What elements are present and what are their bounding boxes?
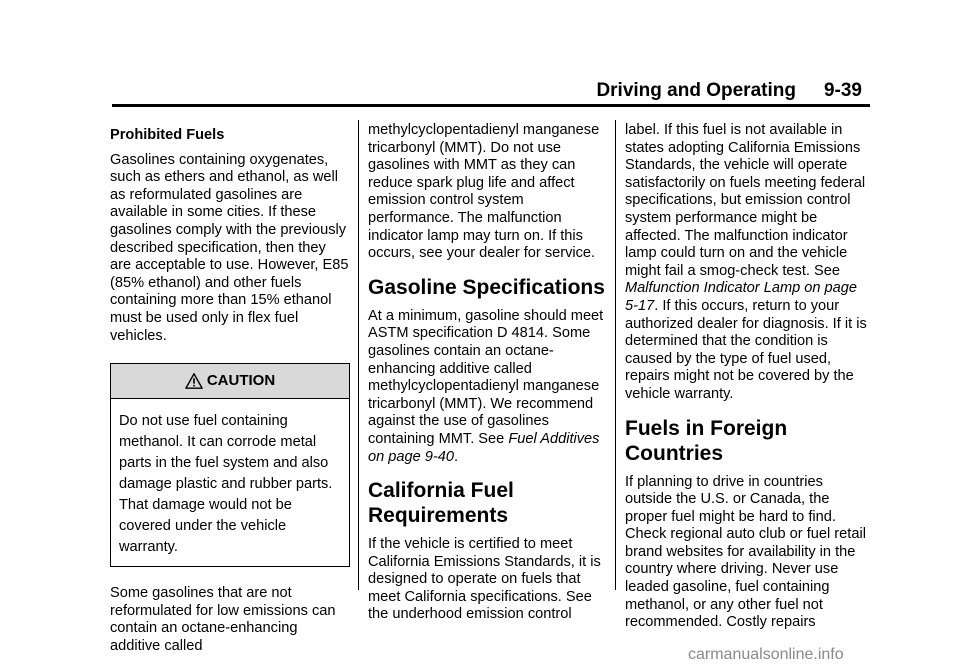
column-2 bbox=[368, 122, 610, 632]
heading-fuels-in-foreign-countries: Fuels in Foreign Countries bbox=[625, 416, 788, 465]
header-rule bbox=[112, 104, 870, 107]
column-1 bbox=[110, 122, 350, 664]
caution-box bbox=[110, 363, 350, 567]
paragraph-text: label. If this fuel is not available in states adopting California Emissions Standards, the vehicle will operate satisfactorily on fuels meeting federal specifications, but emission control system performance might be affected. The malfunction indicator lamp could turn on and the vehicle might fail a smog-check test. See bbox=[625, 122, 866, 279]
paragraph: If the vehicle is certified to meet California Emissions Standards, it is designed to operate on fuels that meet California specifications. See the underhood emission control bbox=[368, 536, 601, 623]
paragraph bbox=[625, 122, 873, 404]
prohibited-fuels-subhead: Prohibited Fuels bbox=[110, 127, 225, 143]
paragraph-text: . bbox=[454, 448, 459, 465]
column-divider-1 bbox=[358, 120, 359, 590]
cross-reference-link[interactable]: Fuel Additives on page 9-40 bbox=[368, 430, 600, 465]
heading-gasoline-specifications: Gasoline Specifications bbox=[368, 275, 605, 299]
paragraph: If planning to drive in countries outside the U.S. or Canada, the proper fuel might be hard to find. Check regional auto club or fuel retail brand websites for availability in the country where driving. Never use leaded gasoline, fuel containing methanol, or any other fuel not recommended. Costly repairs bbox=[625, 473, 866, 631]
paragraph-text: . If this occurs, return to your authorized dealer for diagnosis. If it is determined that the condition is caused by the type of fuel used, repairs might not be covered by the vehicle warranty. bbox=[625, 297, 867, 402]
watermark: carmanualsonline.info bbox=[688, 646, 844, 663]
cross-reference-link[interactable]: Malfunction Indicator Lamp on page 5-17 bbox=[625, 280, 858, 314]
section-title: Driving and Operating bbox=[596, 80, 796, 101]
paragraph: Some gasolines that are not reformulated for low emissions can contain an octane-enhancing additive called bbox=[110, 585, 336, 654]
caution-title: CAUTION bbox=[206, 372, 276, 390]
page-number: 9-39 bbox=[823, 80, 862, 101]
paragraph: Gasolines containing oxygenates, such as ethers and ethanol, as well as reformulated gasolines are available in some cities. If these gasolines comply with the previously described specification, then they are acceptable to use. However, E85 (85% ethanol) and other fuels containing more than 15% ethanol must be used only in flex fuel vehicles. bbox=[110, 151, 349, 344]
column-3 bbox=[625, 122, 873, 640]
paragraph-text: At a minimum, gasoline should meet ASTM specification D 4814. Some gasolines contain an octane-enhancing additive called methylcyclopentadienyl manganese tricarbonyl (MMT). We recommend against the use of gasolines containing MMT. See bbox=[368, 307, 604, 447]
page-header bbox=[112, 80, 862, 106]
paragraph bbox=[368, 308, 610, 466]
column-divider-2 bbox=[615, 120, 616, 590]
warning-triangle-icon bbox=[185, 372, 203, 390]
caution-text: Do not use fuel containing methanol. It can corrode metal parts in the fuel system and also damage plastic and rubber parts. That damage would not be covered under the vehicle warranty. bbox=[119, 413, 333, 556]
heading-california-fuel-requirements: California Fuel Requirements bbox=[368, 479, 514, 528]
paragraph: methylcyclopentadienyl manganese tricarbonyl (MMT). Do not use gasolines with MMT as they can reduce spark plug life and affect emission control system performance. The malfunction indicator lamp may turn on. If this occurs, see your dealer for service. bbox=[368, 122, 600, 262]
caution-header bbox=[111, 364, 349, 399]
